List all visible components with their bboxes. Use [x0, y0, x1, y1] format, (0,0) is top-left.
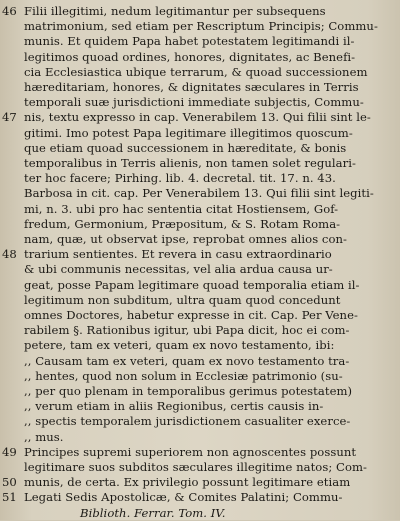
paragraph-number: 47: [2, 110, 17, 125]
line-text: Legati Sedis Apostolicæ, & Comites Palatini; Commu-: [24, 490, 343, 505]
line-text: ,, verum etiam in aliis Regionibus, certis causis in-: [24, 399, 324, 414]
line-text: legitimum non subditum, ultra quam quod concedunt: [24, 292, 341, 307]
line-text: ,, mus.: [24, 429, 64, 444]
line-text: ter hoc facere; Pirhing. lib. 4. decretal. tit. 17. n. 43.: [24, 171, 336, 186]
line-text: legitimare suos subditos sæculares illegitime natos; Com-: [24, 460, 367, 474]
text-line: [0, 216, 400, 232]
text-line: [0, 322, 400, 338]
line-text: nam, quæ, ut observat ipse, reprobat omnes alios con-: [24, 232, 347, 246]
text-line: [0, 277, 400, 293]
line-text: nis, textu expresso in cap. Venerabilem 13. Qui filii sint le-: [24, 110, 371, 125]
line-text: munis. Et quidem Papa habet potestatem legitimandi il-: [24, 34, 355, 49]
line-text: trarium sentientes. Et revera in casu extraordinario: [24, 247, 332, 262]
paragraph-number: 49: [2, 444, 17, 459]
paragraph-number: 51: [2, 490, 17, 505]
line-text: & ubi communis necessitas, vel alia ardua causa ur-: [24, 262, 333, 277]
paragraph-number: 46: [2, 4, 17, 18]
footer-text: Biblioth. Ferrar. Tom. IV.: [80, 505, 226, 520]
text-line: [0, 155, 400, 171]
line-text: rabilem §. Rationibus igitur, ubi Papa dicit, hoc ei com-: [24, 323, 350, 338]
text-line: [0, 201, 400, 217]
text-line: [0, 459, 400, 475]
text-line: [0, 94, 400, 110]
text-line: [0, 429, 400, 445]
text-line: [0, 246, 400, 262]
line-text: Filii illegitimi, nedum legitimantur per subsequens: [24, 4, 326, 18]
line-text: cia Ecclesiastica ubique terrarum, & quoad successionem: [24, 64, 368, 79]
text-line: [0, 413, 400, 429]
text-line: [0, 231, 400, 247]
text-line: [0, 109, 400, 125]
text-line: [0, 353, 400, 369]
line-text: fredum, Germonium, Præpositum, & S. Rotam Roma-: [24, 216, 341, 231]
text-line: [0, 140, 400, 156]
text-line: [0, 18, 400, 34]
line-text: petere, tam ex veteri, quam ex novo testamento, ibi:: [24, 338, 335, 353]
line-text: gitimi. Imo potest Papa legitimare illegitimos quoscum-: [24, 125, 353, 140]
line-text: temporalibus in Terris alienis, non tamen solet regulari-: [24, 156, 356, 170]
text-line: [0, 64, 400, 80]
paragraph-number: 48: [2, 247, 17, 262]
text-line: [0, 49, 400, 65]
text-line: [0, 292, 400, 308]
text-line: [0, 33, 400, 49]
line-text: legitimos quoad ordines, honores, dignitates, ac Benefi-: [24, 49, 356, 64]
line-text: ,, hentes, quod non solum in Ecclesiæ patrimonio (su-: [24, 368, 343, 383]
paragraph-number: 50: [2, 475, 17, 490]
line-text: omnes Doctores, habetur expresse in cit. Cap. Per Vene-: [24, 308, 358, 322]
text-line: [0, 185, 400, 201]
line-text: ,, Causam tam ex veteri, quam ex novo testamento tra-: [24, 353, 350, 368]
line-text: matrimonium, sed etiam per Rescriptum Principis; Commu-: [24, 19, 378, 34]
text-line: [0, 3, 400, 19]
line-text: hæreditariam, honores, & dignitates sæculares in Terris: [24, 80, 359, 94]
text-line: [0, 79, 400, 95]
line-text: que etiam quoad successionem in hæreditate, & bonis: [24, 140, 347, 155]
text-line: [0, 170, 400, 186]
line-text: temporali suæ jurisdictioni immediate subjectis, Commu-: [24, 95, 364, 110]
text-line: [0, 444, 400, 460]
line-text: Principes supremi superiorem non agnoscentes possunt: [24, 444, 357, 459]
text-line: [0, 383, 400, 399]
line-text: Barbosa in cit. cap. Per Venerabilem 13. Qui filii sint legiti-: [24, 186, 374, 201]
text-line: [0, 337, 400, 353]
text-line: [0, 307, 400, 323]
text-line: [0, 261, 400, 277]
line-text: geat, posse Papam legitimare quoad temporalia etiam il-: [24, 277, 360, 292]
line-text: ,, per quo plenam in temporalibus gerimus potestatem): [24, 384, 353, 398]
text-line: [0, 125, 400, 141]
text-line: [0, 398, 400, 414]
line-text: munis, de certa. Ex privilegio possunt legitimare etiam: [24, 475, 351, 490]
line-text: ,, spectis temporalem jurisdictionem casualiter exerce-: [24, 414, 351, 429]
running-footer: [0, 505, 400, 521]
text-line: [0, 368, 400, 384]
text-line: [0, 474, 400, 490]
line-text: mi, n. 3. ubi pro hac sententia citat Hostiensem, Gof-: [24, 201, 339, 216]
text-line: [0, 489, 400, 505]
